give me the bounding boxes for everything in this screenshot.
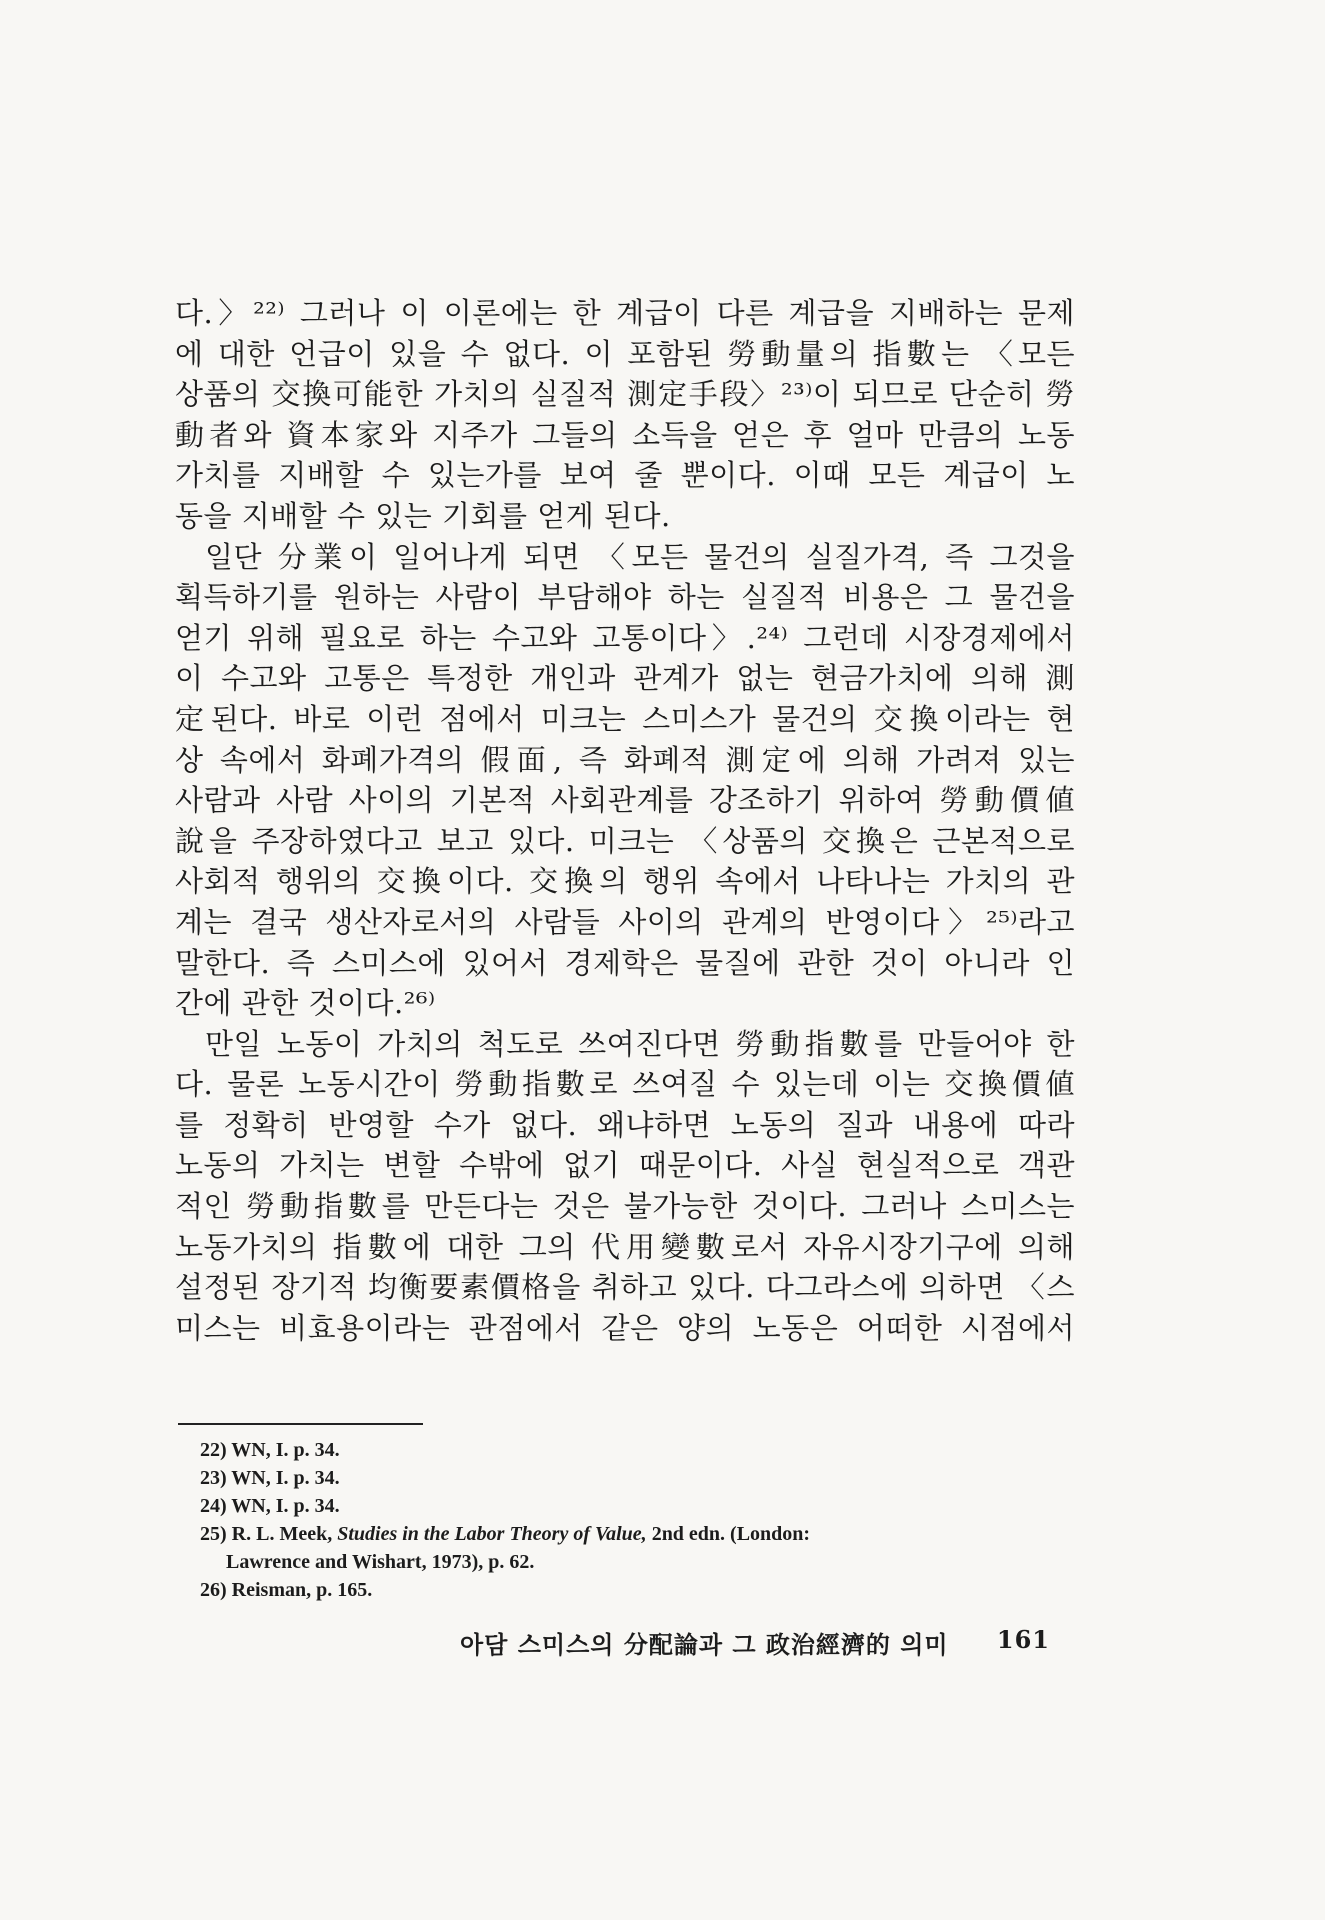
text-line: 적인 勞動指數를 만든다는 것은 불가능한 것이다. 그러나 스미스는 xyxy=(175,1189,1075,1224)
footnote-25-title: Studies in the Labor Theory of Value, xyxy=(337,1523,647,1545)
footnote-25-continued: Lawrence and Wishart, 1973), p. 62. xyxy=(226,1551,535,1573)
footnote-25-edition: 2nd edn. (London: xyxy=(646,1523,811,1545)
footnote-22: 22) WN, I. p. 34. xyxy=(200,1439,340,1461)
running-title: 아담 스미스의 分配論과 그 政治經濟的 의미 xyxy=(460,1630,949,1659)
text-line: 미스는 비효용이라는 관점에서 같은 양의 노동은 어떠한 시점에서 xyxy=(175,1310,1075,1345)
page-number: 161 xyxy=(996,1625,1050,1654)
text-line: 에 대한 언급이 있을 수 없다. 이 포함된 勞動量의 指數는 〈모든 xyxy=(175,336,1075,371)
text-line: 노동의 가치는 변할 수밖에 없기 때문이다. 사실 현실적으로 객관 xyxy=(175,1148,1075,1183)
footnotes xyxy=(200,1436,1080,1604)
text-line: 사람과 사람 사이의 기본적 사회관계를 강조하기 위하여 勞動價値 xyxy=(175,783,1075,818)
text-line: 동을 지배할 수 있는 기회를 얻게 된다. xyxy=(175,498,671,533)
text-line: 획득하기를 원하는 사람이 부담해야 하는 실질적 비용은 그 물건을 xyxy=(175,580,1075,615)
text-line: 說을 주장하였다고 보고 있다. 미크는 〈상품의 交換은 근본적으로 xyxy=(175,823,1075,858)
text-line: 定된다. 바로 이런 점에서 미크는 스미스가 물건의 交換이라는 현 xyxy=(175,701,1075,736)
text-line: 얻기 위해 필요로 하는 수고와 고통이다〉.²⁴⁾ 그런데 시장경제에서 xyxy=(175,620,1075,655)
text-line: 상 속에서 화폐가격의 假面, 즉 화폐적 測定에 의해 가려져 있는 xyxy=(175,742,1075,777)
footnote-26: 26) Reisman, p. 165. xyxy=(200,1579,373,1601)
text-line: 노동가치의 指數에 대한 그의 代用變數로서 자유시장기구에 의해 xyxy=(175,1229,1075,1264)
footnote-25-author: 25) R. L. Meek, xyxy=(200,1523,338,1545)
body-text xyxy=(175,293,1075,1348)
footnote-24: 24) WN, I. p. 34. xyxy=(200,1495,340,1517)
text-line: 를 정확히 반영할 수가 없다. 왜냐하면 노동의 질과 내용에 따라 xyxy=(175,1107,1075,1142)
text-line: 다. 물론 노동시간이 勞動指數로 쓰여질 수 있는데 이는 交換價値 xyxy=(175,1067,1075,1102)
text-line: 가치를 지배할 수 있는가를 보여 줄 뿐이다. 이때 모든 계급이 노 xyxy=(175,458,1075,493)
text-line: 이 수고와 고통은 특정한 개인과 관계가 없는 현금가치에 의해 測 xyxy=(175,661,1075,696)
text-line: 말한다. 즉 스미스에 있어서 경제학은 물질에 관한 것이 아니라 인 xyxy=(175,945,1075,980)
text-line: 간에 관한 것이다.²⁶⁾ xyxy=(175,986,436,1021)
text-line: 설정된 장기적 均衡要素價格을 취하고 있다. 다그라스에 의하면 〈스 xyxy=(175,1270,1075,1305)
text-line: 계는 결국 생산자로서의 사람들 사이의 관계의 반영이다〉²⁵⁾라고 xyxy=(175,904,1075,939)
paragraph-1 xyxy=(175,293,1075,537)
paragraph-3 xyxy=(175,1024,1075,1349)
footnote-divider xyxy=(178,1423,423,1425)
text-line: 상품의 交換可能한 가치의 실질적 測定手段〉²³⁾이 되므로 단순히 勞 xyxy=(175,377,1075,412)
text-line: 일단 分業이 일어나게 되면 〈모든 물건의 실질가격, 즉 그것을 xyxy=(205,539,1075,574)
paragraph-2 xyxy=(175,537,1075,1024)
text-line: 사회적 행위의 交換이다. 交換의 행위 속에서 나타나는 가치의 관 xyxy=(175,864,1075,899)
text-line: 만일 노동이 가치의 척도로 쓰여진다면 勞動指數를 만들어야 한 xyxy=(205,1026,1075,1061)
text-line: 動者와 資本家와 지주가 그들의 소득을 얻은 후 얼마 만큼의 노동 xyxy=(175,417,1075,452)
page-footer xyxy=(460,1625,1050,1660)
text-line: 다.〉²²⁾ 그러나 이 이론에는 한 계급이 다른 계급을 지배하는 문제 xyxy=(175,296,1075,330)
footnote-23: 23) WN, I. p. 34. xyxy=(200,1467,340,1489)
footnote-25 xyxy=(200,1520,1080,1548)
